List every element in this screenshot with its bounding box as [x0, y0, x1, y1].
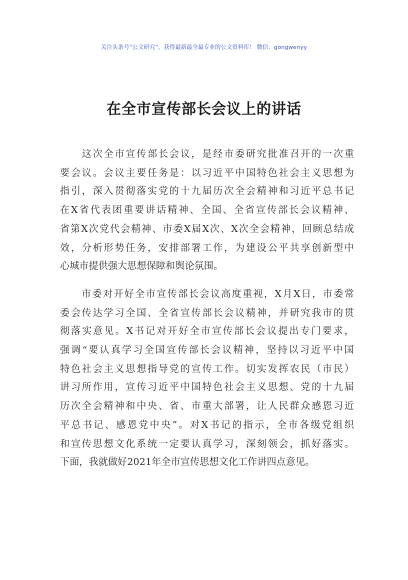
paragraph-1: [60, 146, 354, 277]
paragraph-line: 下面，我就做好2021年全市宣传思想文化工作讲四点意见。: [60, 457, 315, 469]
paragraph-line: 心城市提供强大思想保障和舆论氛围。: [60, 261, 224, 273]
header-note: 关注头条号“公文研究”，获得最新最全最专业的公文资料库！ 微信：gongwenyy: [100, 45, 308, 51]
paragraph-line: 委会传达学习全国、全省宣传部长会议精神，并研究我市的贯: [60, 307, 354, 319]
paragraph-line: 讲习所作用，宣传习近平中国特色社会主义思想、党的十九届: [60, 382, 354, 394]
paragraph-line: 效，分析形势任务，安排部署工作，为建设公平共享创新型中: [60, 242, 354, 254]
paragraph-line: 强调“要认真学习全国宣传部长会议精神，坚持以习近平中国: [60, 345, 354, 357]
paragraph-line: 这次全市宣传部长会议，是经市委研究批准召开的一次重: [60, 149, 354, 160]
paragraph-line: 特色社会主义思想指导党的宣传工作。切实发挥农民（市民）: [60, 363, 354, 375]
paragraph-line: 历次全会精神和中央、省、市重大部署，让人民群众感恩习近: [60, 401, 354, 413]
paragraph-line: 彻落实意见。X书记对开好全市宣传部长会议提出专门要求，: [60, 326, 354, 338]
paragraph-line: 在X省代表团重要讲话精神、全国、全省宣传部长会议精神、: [60, 205, 354, 217]
paragraph-line: 平总书记、感恩党中央”。对X书记的指示，全市各级党组织: [60, 419, 354, 431]
document-title: 在全市宣传部长会议上的讲话: [106, 102, 302, 118]
paragraph-line: 和宣传思想文化系统一定要认真学习，深刻领会，抓好落实。: [60, 438, 354, 450]
paragraph-line: 要会议。会议主要任务是：以习近平中国特色社会主义思想为: [60, 167, 354, 179]
paragraph-line: 省第X次党代会精神、市委X届X次、X次全会精神，回顾总结成: [60, 223, 354, 235]
paragraph-line: 市委对开好全市宣传部长会议高度重视，X月X日，市委常: [60, 288, 354, 300]
document-body: [60, 146, 354, 482]
paragraph-2: [60, 286, 354, 473]
paragraph-line: 指引，深入贯彻落实党的十九届历次全会精神和习近平总书记: [60, 186, 354, 198]
